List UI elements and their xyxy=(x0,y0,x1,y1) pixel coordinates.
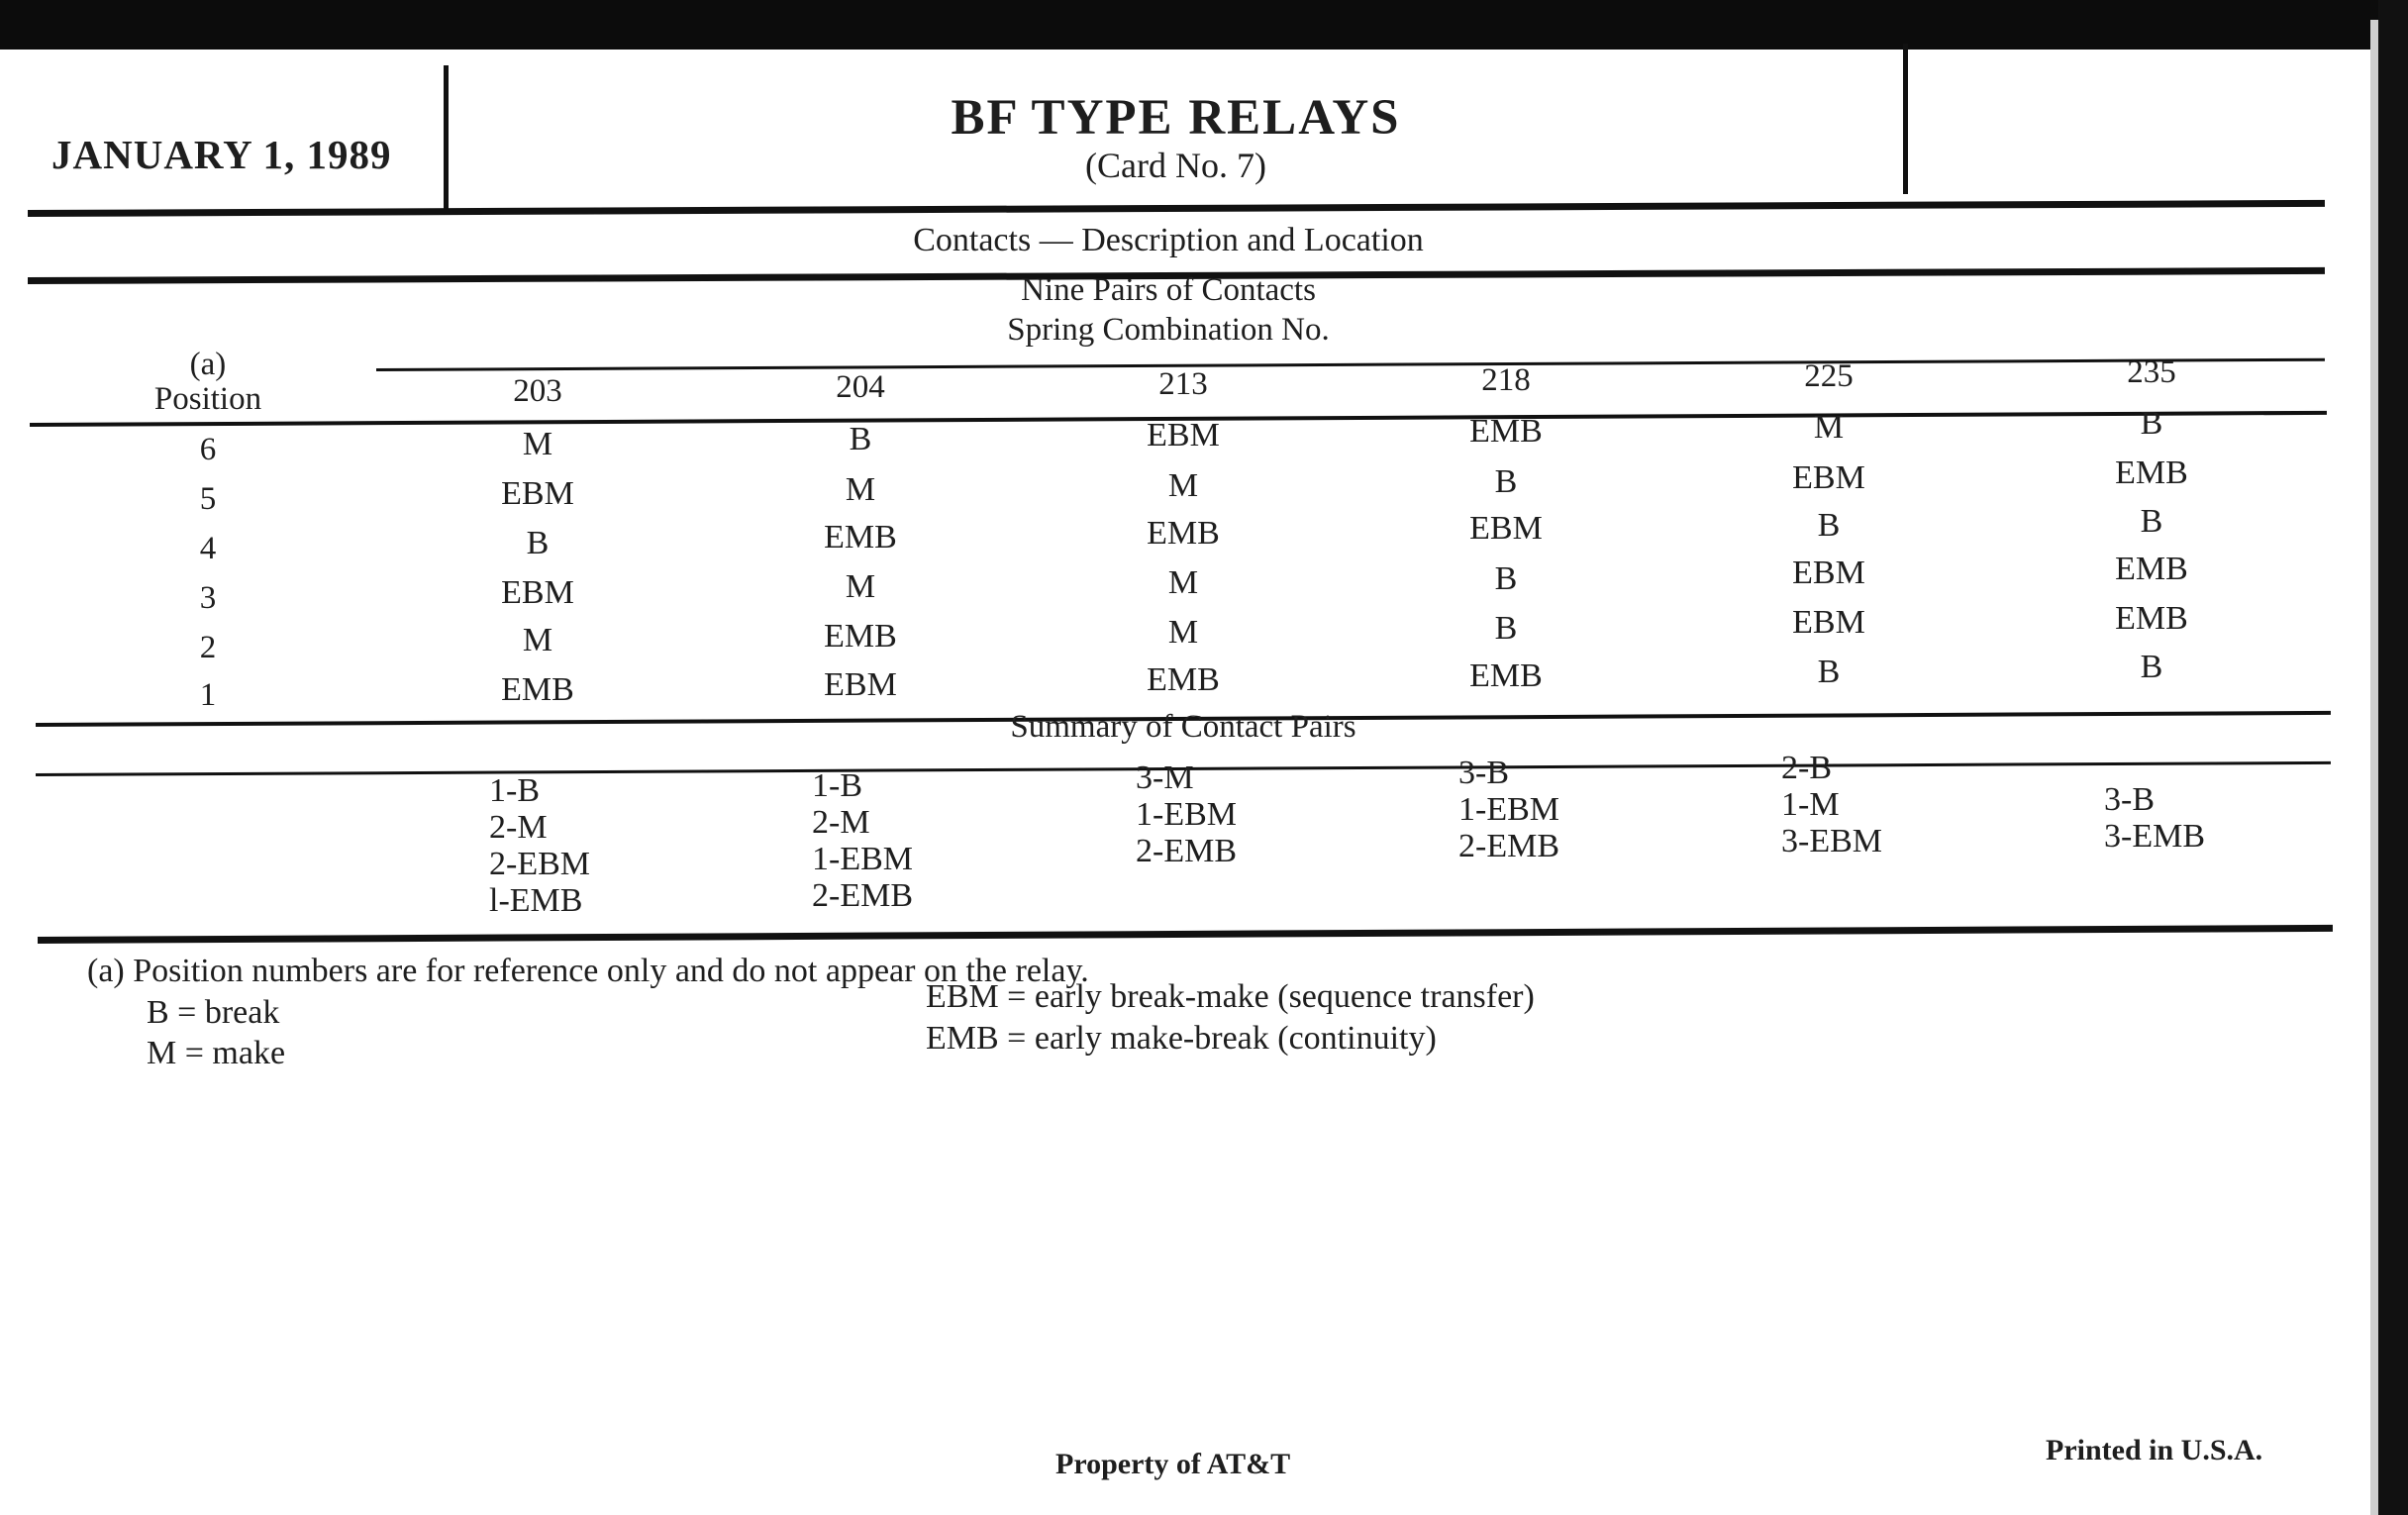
row-position: 1 xyxy=(199,677,217,713)
footer-printed: Printed in U.S.A. xyxy=(2046,1434,2263,1466)
group-header-pairs: Nine Pairs of Contacts xyxy=(1021,272,1316,308)
table-cell: EBM xyxy=(501,475,574,512)
table-cell: B xyxy=(2140,405,2163,442)
summary-line: 2-EBM xyxy=(489,846,590,882)
summary-line: 1-EBM xyxy=(812,841,913,877)
column-header-235: 235 xyxy=(2127,354,2176,390)
table-cell: M xyxy=(1167,564,1199,601)
table-cell: M xyxy=(1167,467,1199,504)
table-cell: B xyxy=(1494,463,1518,500)
table-cell: B xyxy=(1494,610,1518,647)
legend-emb: EMB = early make-break (continuity) xyxy=(926,1020,1437,1057)
table-cell: EBM xyxy=(1792,604,1865,641)
table-cell: M xyxy=(1813,409,1845,446)
group-header-spring: Spring Combination No. xyxy=(1007,312,1330,348)
legend-break: B = break xyxy=(147,994,280,1031)
table-cell: EBM xyxy=(824,666,897,703)
column-header-218: 218 xyxy=(1481,362,1531,398)
summary-cell-225 xyxy=(1781,750,1882,859)
table-cell: M xyxy=(1167,614,1199,651)
column-header-203: 203 xyxy=(513,373,562,409)
row-position: 5 xyxy=(199,481,217,517)
summary-cell-218 xyxy=(1458,755,1559,864)
column-header-225: 225 xyxy=(1804,358,1854,394)
table-cell: M xyxy=(522,622,553,658)
row-position: 6 xyxy=(199,432,217,467)
table-cell: M xyxy=(845,471,876,508)
table-cell: B xyxy=(849,421,872,457)
footnote-a: (a) Position numbers are for reference only and do not appear on the relay. xyxy=(87,953,1089,989)
table-cell: B xyxy=(526,525,550,561)
summary-cell-235 xyxy=(2104,781,2205,855)
table-cell: EMB xyxy=(1469,657,1543,694)
card-subtitle: (Card No. 7) xyxy=(1085,146,1266,185)
section-heading-summary: Summary of Contact Pairs xyxy=(1010,709,1356,745)
header-divider-right xyxy=(1903,44,1908,194)
summary-line: 2-EMB xyxy=(1458,828,1559,864)
header-rule xyxy=(28,200,2325,217)
table-cell: EMB xyxy=(501,671,574,708)
table-cell: EMB xyxy=(824,618,897,655)
summary-line: 3-EMB xyxy=(2104,818,2205,855)
card-edge xyxy=(2370,20,2378,1515)
table-cell: EMB xyxy=(2115,551,2188,587)
table-cell: EBM xyxy=(1469,510,1543,547)
section-heading-contacts: Contacts — Description and Location xyxy=(913,222,1424,258)
position-label-a: (a) xyxy=(189,347,227,382)
row-position: 4 xyxy=(199,531,217,566)
summary-line: 2-B xyxy=(1781,750,1832,786)
table-cell: B xyxy=(2140,503,2163,540)
scan-border-top xyxy=(0,0,2408,50)
summary-line: 3-B xyxy=(1458,755,1509,791)
table-cell: M xyxy=(845,568,876,605)
summary-line: 1-EBM xyxy=(1136,796,1237,833)
legend-ebm: EBM = early break-make (sequence transfer) xyxy=(926,978,1535,1015)
summary-line: 2-EMB xyxy=(1136,833,1237,869)
summary-line: 1-M xyxy=(1781,786,1840,823)
table-end-rule xyxy=(38,925,2333,944)
summary-line: 1-EBM xyxy=(1458,791,1559,828)
table-cell: EMB xyxy=(2115,600,2188,637)
card-date: JANUARY 1, 1989 xyxy=(51,132,392,177)
table-cell: EBM xyxy=(501,574,574,611)
summary-cell-203 xyxy=(489,772,590,919)
column-header-213: 213 xyxy=(1158,366,1208,402)
table-cell: EMB xyxy=(1147,515,1220,552)
summary-line: 1-B xyxy=(489,772,540,809)
table-cell: EBM xyxy=(1792,459,1865,496)
row-position: 3 xyxy=(199,580,217,616)
legend-make: M = make xyxy=(147,1035,286,1071)
card-title: BF TYPE RELAYS xyxy=(951,90,1401,146)
table-cell: B xyxy=(1494,560,1518,597)
table-cell: EBM xyxy=(1147,417,1220,454)
table-cell: B xyxy=(1817,507,1841,544)
summary-line: l-EMB xyxy=(489,882,583,919)
summary-line: 2-M xyxy=(812,804,870,841)
table-cell: EMB xyxy=(1147,661,1220,698)
summary-line: 3-B xyxy=(2104,781,2155,818)
table-cell: B xyxy=(1817,654,1841,690)
table-cell: M xyxy=(522,426,553,462)
table-cell: EBM xyxy=(1792,555,1865,591)
scan-border-right xyxy=(2378,0,2408,1515)
summary-line: 1-B xyxy=(812,767,862,804)
row-position: 2 xyxy=(199,630,217,665)
summary-line: 3-M xyxy=(1136,759,1194,796)
summary-cell-213 xyxy=(1136,759,1237,869)
summary-cell-204 xyxy=(812,767,913,914)
position-label: Position xyxy=(153,381,262,417)
table-cell: EMB xyxy=(2115,454,2188,491)
column-header-204: 204 xyxy=(836,369,885,405)
table-cell: EMB xyxy=(824,519,897,556)
footer-property: Property of AT&T xyxy=(1055,1448,1291,1480)
summary-line: 3-EBM xyxy=(1781,823,1882,859)
table-cell: B xyxy=(2140,649,2163,685)
table-cell: EMB xyxy=(1469,413,1543,450)
summary-line: 2-M xyxy=(489,809,548,846)
summary-line: 2-EMB xyxy=(812,877,913,914)
